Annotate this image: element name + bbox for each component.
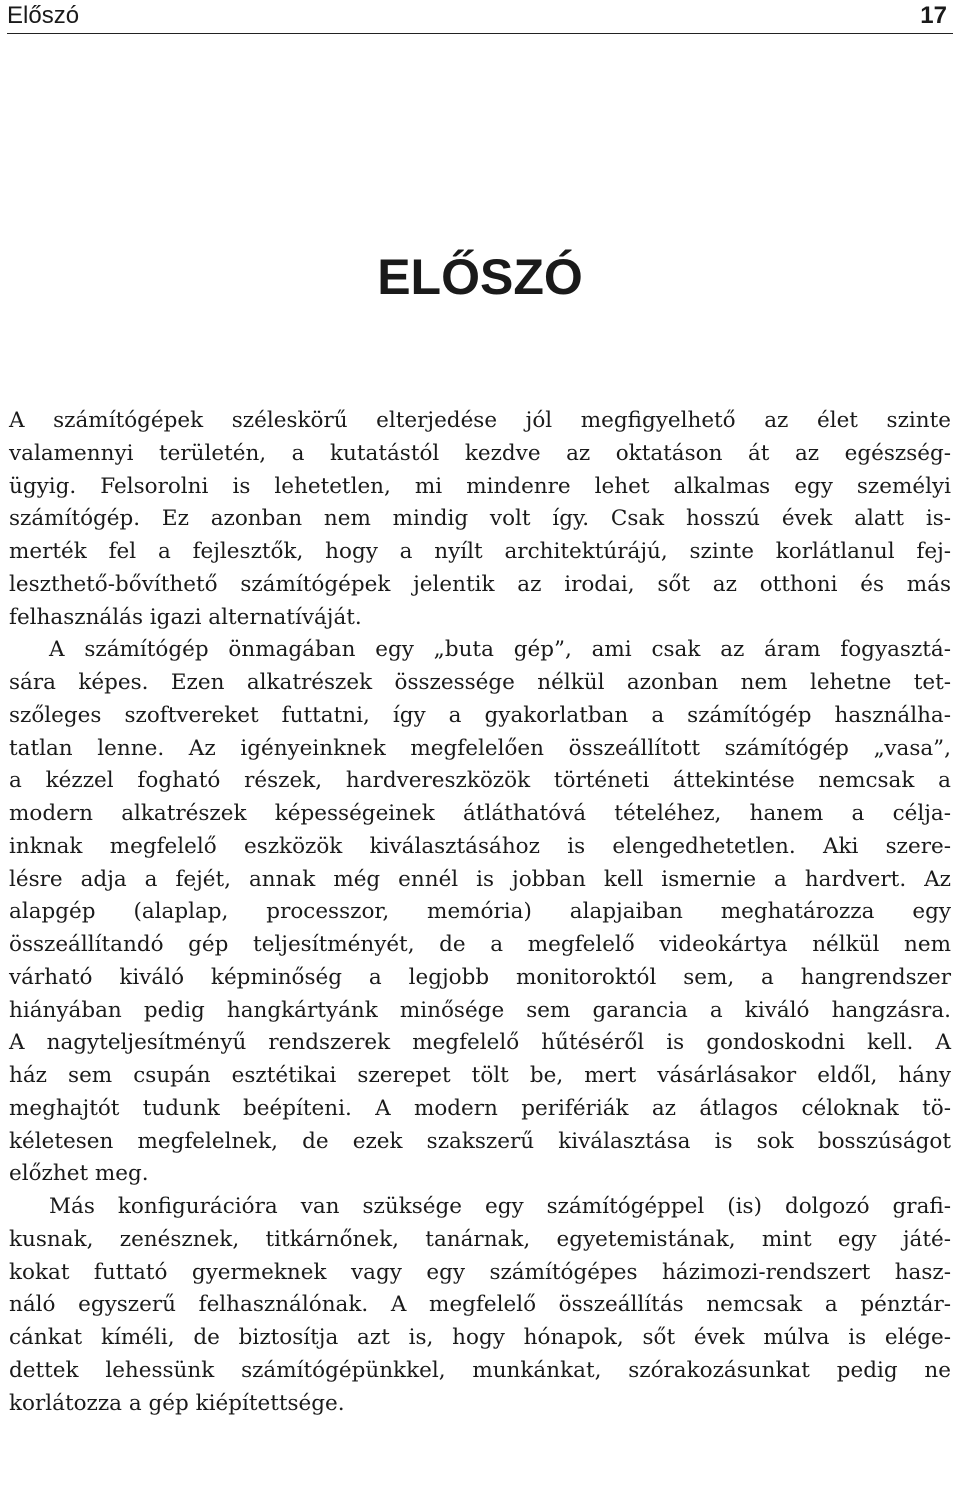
text-line: valamennyi területén, a kutatástól kezdve az oktatáson át az egészség- [9, 440, 951, 466]
text-line: A számítógépek széleskörű elterjedése jól megfigyelhető az élet szinte [9, 408, 951, 433]
text-line: ügyig. Felsorolni is lehetetlen, mi mindenre lehet alkalmas egy személyi [9, 473, 951, 499]
text-line: dettek lehessünk számítógépünkkel, munkánkat, szórakozásunkat pedig ne [9, 1357, 951, 1383]
text-line: kokat futtató gyermeknek vagy egy számítógépes házimozi-rendszert hasz- [9, 1259, 951, 1285]
text-line: meghajtót tudunk beépíteni. A modern perifériák az átlagos céloknak tö- [9, 1095, 951, 1121]
text-line: leszthető-bővíthető számítógépek jelentik az irodai, sőt az otthoni és más [9, 571, 951, 597]
text-line: kéletesen megfelelnek, de ezek szakszerű kiválasztása is sok bosszúságot [9, 1128, 951, 1154]
text-line: számítógép. Ez azonban nem mindig volt így. Csak hosszú évek alatt is- [9, 506, 951, 532]
text-line: sára képes. Ezen alkatrészek összessége nélkül azonban nem lehetne tet- [9, 670, 951, 695]
text-line: inknak megfelelő eszközök kiválasztásához is elengedhetetlen. Aki szere- [9, 833, 951, 859]
text-line: tatlan lenne. Az igényeinknek megfelelően összeállított számítógép „vasa”, [9, 735, 951, 761]
text-line: várható kiváló képminőség a legjobb monitoroktól sem, a hangrendszer [9, 964, 951, 990]
running-header-title: Előszó [7, 2, 80, 29]
text-line: előzhet meg. [9, 1161, 149, 1187]
page-number: 17 [920, 2, 947, 29]
text-line: lésre adja a fejét, annak még ennél is jobban kell ismernie a hardvert. Az [9, 866, 951, 892]
text-line: felhasználás igazi alternatíváját. [9, 604, 362, 630]
text-line: Más konfigurációra van szüksége egy számítógéppel (is) dolgozó grafi- [49, 1194, 951, 1219]
text-line: modern alkatrészek képességeinek átláthatóvá tételéhez, hanem a célja- [9, 801, 951, 826]
paragraph [9, 405, 951, 634]
paragraph [9, 634, 951, 1191]
page-header [7, 0, 953, 34]
text-line: náló egyszerű felhasználónak. A megfelelő összeállítás nemcsak a pénztár- [9, 1292, 951, 1318]
text-line: szőleges szoftvereket futtatni, így a gyakorlatban a számítógép használha- [9, 702, 951, 728]
text-line: A nagyteljesítményű rendszerek megfelelő hűtéséről is gondoskodni kell. A [9, 1030, 951, 1056]
text-line: a kézzel fogható részek, hardvereszközök történeti áttekintése nemcsak a [9, 768, 951, 794]
text-line: korlátozza a gép kiépítettsége. [9, 1390, 345, 1416]
text-line: cánkat kíméli, de biztosítja azt is, hogy hónapok, sőt évek múlva is elége- [9, 1325, 951, 1350]
text-line: merték fel a fejlesztők, hogy a nyílt architektúrájú, szinte korlátlanul fej- [9, 539, 951, 564]
text-line: összeállítandó gép teljesítményét, de a megfelelő videokártya nélkül nem [9, 932, 951, 957]
text-line: alapgép (alaplap, processzor, memória) alapjaiban meghatározza egy [9, 899, 951, 925]
chapter-title: ELŐSZÓ [377, 249, 583, 305]
text-line: kusnak, zenésznek, titkárnőnek, tanárnak, egyetemistának, mint egy játé- [9, 1226, 951, 1252]
body-text [9, 405, 951, 1420]
text-line: hiányában pedig hangkártyánk minősége sem garancia a kiváló hangzásra. [9, 997, 951, 1023]
text-line: ház sem csupán esztétikai szerepet tölt be, mert vásárlásakor eldől, hány [9, 1063, 951, 1088]
text-line: A számítógép önmagában egy „buta gép”, ami csak az áram fogyasztá- [49, 637, 951, 663]
paragraph [9, 1191, 951, 1420]
